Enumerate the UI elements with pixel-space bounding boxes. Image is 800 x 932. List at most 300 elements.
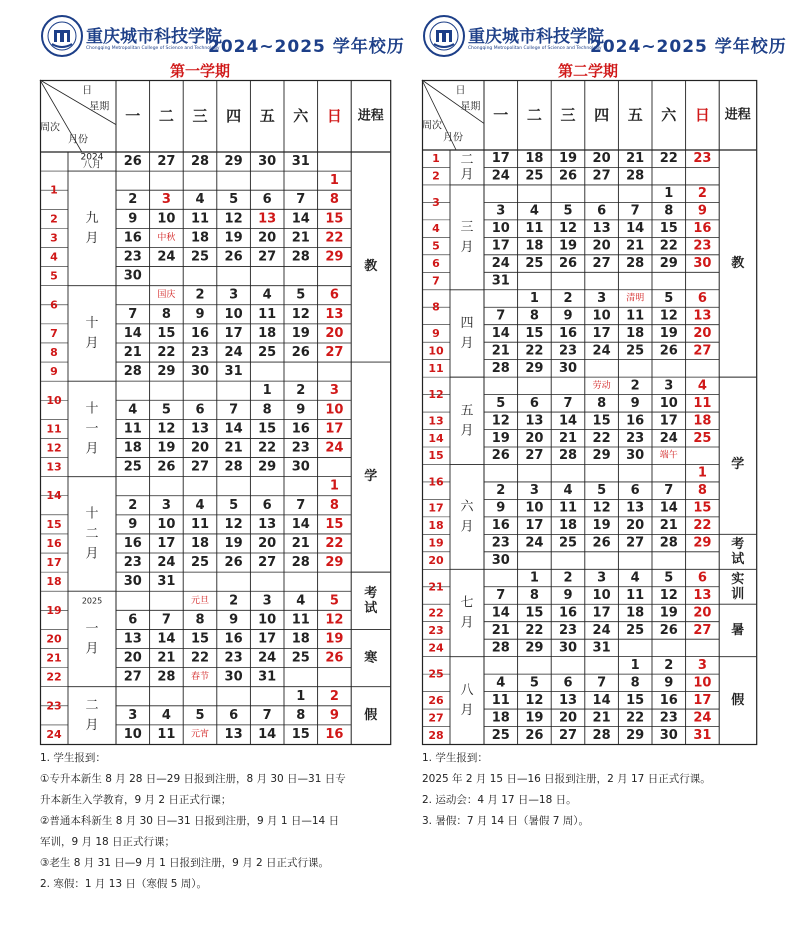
day-number: 12 [592,500,611,516]
week-number: 25 [428,667,444,681]
day-number: 24 [693,710,712,726]
day-number: 22 [592,430,611,446]
day-number: 11 [525,221,544,237]
progress-label: 假 [364,707,378,723]
day-number: 3 [496,203,506,219]
semester-panel-2 [422,0,787,932]
week-number: 28 [428,728,444,742]
day-number: 8 [262,402,272,418]
day-number: 7 [664,483,674,499]
month-label: 月 [460,335,474,351]
day-number: 21 [291,230,310,246]
weekday-header: 二 [158,107,174,125]
day-number: 11 [258,306,277,322]
day-number: 6 [697,291,707,306]
day-number: 26 [325,650,344,666]
day-number: 24 [258,650,277,666]
day-number: 30 [258,154,277,170]
day-number: 5 [229,192,239,208]
day-number: 27 [592,256,611,272]
day-number: 17 [224,325,243,341]
day-number: 27 [325,345,344,361]
day-number: 1 [262,383,272,399]
day-number: 16 [558,325,578,341]
day-number: 25 [558,535,578,551]
calendar-title: 2024~2025 学年校历 [208,37,405,57]
progress-label: 试 [364,600,378,616]
day-number: 22 [659,151,678,167]
day-number: 2 [563,291,573,306]
day-number: 13 [123,631,142,647]
day-number: 13 [190,421,210,437]
day-number: 18 [258,325,277,341]
day-number: 3 [329,383,339,399]
day-number: 19 [558,151,578,167]
day-number: 25 [123,459,142,475]
week-number: 14 [46,489,62,503]
day-number: 29 [325,555,344,571]
day-number: 5 [597,483,607,499]
day-number: 5 [161,402,171,418]
day-number: 13 [626,500,645,516]
week-number: 20 [428,554,444,568]
day-number: 26 [157,459,176,475]
day-number: 26 [491,448,510,464]
week-number: 26 [428,693,444,707]
day-number: 10 [693,675,712,691]
day-number: 15 [525,605,544,621]
day-number: 30 [491,553,510,569]
day-number: 19 [224,535,243,551]
day-number: 11 [123,421,142,437]
day-number: 13 [325,306,344,322]
day-number: 7 [496,308,506,324]
day-number: 9 [697,203,707,219]
day-number: 17 [157,535,176,551]
day-number: 17 [693,692,712,708]
day-number: 27 [123,669,142,685]
day-number: 11 [157,726,176,742]
day-number: 16 [123,535,142,551]
month-label: 一 [85,621,99,637]
week-number: 27 [428,711,444,725]
week-number: 19 [428,536,444,550]
day-number: 18 [491,710,510,726]
header-corner-month: 月份 [443,132,463,144]
month-label: 2024 [80,152,104,163]
day-number: 2 [128,497,138,513]
day-number: 5 [195,707,205,723]
day-number: 22 [157,345,176,361]
day-number: 17 [325,421,344,437]
day-number: 28 [123,364,142,380]
holiday-label: 清明 [626,293,645,304]
week-number: 15 [46,517,62,531]
day-number: 26 [659,343,678,359]
day-number: 12 [491,413,510,429]
day-number: 10 [325,402,344,418]
week-number: 5 [432,239,440,253]
day-number: 9 [563,308,573,324]
day-number: 8 [161,306,171,322]
progress-label: 教 [731,256,745,272]
day-number: 26 [659,622,678,638]
day-number: 4 [496,675,506,691]
day-number: 29 [525,360,544,376]
day-number: 6 [529,395,539,411]
weekday-header: 四 [594,106,610,124]
day-number: 1 [296,688,306,704]
day-number: 18 [693,413,712,429]
day-number: 6 [229,707,239,723]
month-label: 月 [85,335,99,351]
month-label: 六 [460,499,474,515]
day-number: 14 [626,221,645,237]
day-number: 14 [258,726,277,742]
day-number: 2 [128,192,138,208]
week-number: 14 [428,431,444,445]
day-number: 4 [262,287,272,303]
month-label: 九 [85,210,99,226]
day-number: 23 [693,151,712,167]
week-number: 7 [50,326,58,340]
day-number: 12 [224,211,243,227]
day-number: 5 [664,291,674,306]
day-number: 14 [558,413,578,429]
week-number: 12 [428,388,444,402]
weekday-header: 日 [326,107,342,125]
day-number: 24 [325,440,344,456]
day-number: 29 [258,459,277,475]
day-number: 5 [296,287,306,303]
day-number: 16 [190,325,210,341]
note-line: 2. 寒假：1 月 13 日（寒假 5 周）。 [40,878,208,890]
day-number: 21 [558,430,578,446]
day-number: 21 [291,535,310,551]
day-number: 12 [157,421,176,437]
progress-header: 进程 [357,108,384,124]
day-number: 28 [558,448,578,464]
day-number: 27 [525,448,544,464]
week-number: 3 [432,195,440,209]
day-number: 25 [190,249,210,265]
day-number: 23 [291,440,310,456]
week-number: 18 [46,575,62,589]
week-number: 4 [432,222,440,236]
year-label: 2025 [81,596,103,606]
month-label: 三 [460,219,474,235]
week-number: 11 [46,422,62,436]
day-number: 23 [626,430,645,446]
progress-label: 假 [731,692,745,708]
day-number: 18 [626,605,645,621]
day-number: 1 [529,291,539,306]
day-number: 24 [491,168,510,184]
day-number: 20 [558,710,578,726]
day-number: 8 [697,483,707,499]
day-number: 24 [157,555,176,571]
day-number: 6 [697,570,707,586]
day-number: 20 [525,430,544,446]
day-number: 11 [626,588,645,603]
day-number: 20 [592,151,611,167]
week-number: 2 [432,169,440,183]
month-label: 一 [85,421,99,437]
day-number: 4 [563,483,573,499]
day-number: 18 [190,230,210,246]
week-number: 11 [428,361,444,375]
day-number: 24 [592,622,611,638]
holiday-label: 元旦 [190,595,210,606]
day-number: 25 [525,168,544,184]
month-label: 八月 [82,160,102,171]
month-label: 十 [85,315,99,331]
day-number: 30 [190,364,210,380]
month-label: 二 [460,152,474,168]
day-number: 28 [491,360,510,376]
day-number: 16 [693,221,712,237]
day-number: 4 [296,593,306,609]
day-number: 22 [693,518,712,534]
day-number: 30 [123,268,142,284]
day-number: 3 [262,593,272,609]
weekday-header: 三 [560,106,576,124]
day-number: 31 [693,727,712,743]
day-number: 7 [296,497,306,513]
day-number: 25 [258,345,277,361]
day-number: 21 [592,710,611,726]
day-number: 5 [229,497,239,513]
day-number: 26 [224,555,243,571]
day-number: 13 [592,221,611,237]
day-number: 3 [597,291,607,306]
week-number: 22 [46,670,62,684]
day-number: 3 [529,483,539,499]
day-number: 20 [123,650,142,666]
header-corner-weekday: 星期 [460,101,481,113]
day-number: 9 [563,588,573,603]
day-number: 27 [693,622,712,638]
day-number: 17 [659,413,678,429]
day-number: 11 [491,692,510,708]
note-line: 1. 学生报到： [422,752,488,764]
week-number: 24 [46,727,62,741]
day-number: 19 [659,605,678,621]
day-number: 1 [529,570,539,586]
month-label: 二 [85,697,99,713]
month-label: 月 [460,423,474,439]
note-line: ①专升本新生 8 月 28 日—29 日报到注册，8 月 30 日—31 日专 [40,773,346,785]
week-number: 10 [46,393,62,407]
day-number: 9 [496,500,506,516]
progress-label: 学 [364,469,378,485]
day-number: 28 [626,256,645,272]
day-number: 10 [659,395,678,411]
day-number: 28 [626,168,645,184]
week-number: 16 [428,475,444,489]
day-number: 17 [525,518,544,534]
month-label: 月 [460,167,474,183]
day-number: 9 [664,675,674,691]
day-number: 9 [128,211,138,227]
day-number: 18 [525,151,544,167]
day-number: 16 [491,518,510,534]
week-number: 13 [46,460,62,474]
school-name: 重庆城市科技学院 [468,27,604,47]
day-number: 24 [525,535,544,551]
day-number: 5 [329,593,339,609]
day-number: 16 [123,230,142,246]
day-number: 11 [558,500,578,516]
day-number: 14 [291,516,310,532]
day-number: 29 [626,727,645,743]
day-number: 11 [190,516,210,532]
day-number: 16 [659,692,678,708]
day-number: 12 [659,588,678,603]
day-number: 7 [161,612,171,628]
weekday-header: 一 [125,107,141,125]
school-logo-icon [422,14,466,58]
day-number: 11 [693,395,712,411]
day-number: 30 [123,574,142,590]
day-number: 23 [693,238,712,254]
day-number: 26 [224,249,243,265]
day-number: 19 [558,238,578,254]
day-number: 3 [229,287,239,303]
day-number: 14 [659,500,678,516]
day-number: 11 [190,211,210,227]
week-number: 9 [50,365,58,379]
day-number: 14 [491,605,510,621]
weekday-header: 六 [661,106,677,124]
header-corner-day: 日 [455,85,466,97]
day-number: 2 [229,593,239,609]
day-number: 25 [291,650,310,666]
day-number: 30 [558,640,578,656]
day-number: 8 [529,588,539,603]
day-number: 22 [258,440,277,456]
day-number: 27 [558,727,578,743]
day-number: 3 [697,657,707,673]
month-label: 月 [460,239,474,255]
day-number: 14 [224,421,243,437]
day-number: 22 [525,343,544,359]
day-number: 31 [258,669,277,685]
day-number: 23 [224,650,243,666]
month-label: 七 [460,595,474,611]
day-number: 21 [123,345,142,361]
day-number: 10 [592,308,611,324]
day-number: 15 [592,413,611,429]
day-number: 10 [525,500,544,516]
progress-label: 寒 [364,650,378,666]
week-number: 23 [428,623,444,637]
day-number: 23 [491,535,510,551]
day-number: 26 [525,727,544,743]
day-number: 9 [296,402,306,418]
day-number: 20 [592,238,611,254]
calendar-header [422,14,787,64]
header-corner-day: 日 [82,85,93,97]
note-line: ②普通本科新生 8 月 30 日—31 日报到注册，9 月 1 日—14 日 [40,815,340,827]
day-number: 16 [626,413,645,429]
day-number: 18 [291,631,310,647]
day-number: 18 [190,535,210,551]
day-number: 16 [325,726,344,742]
day-number: 1 [329,478,339,494]
weekday-header: 一 [493,106,509,124]
day-number: 15 [325,211,344,227]
day-number: 18 [558,518,578,534]
day-number: 15 [626,692,645,708]
day-number: 4 [161,707,171,723]
week-number: 1 [432,152,440,166]
month-label: 月 [85,546,99,562]
day-number: 26 [558,168,578,184]
day-number: 8 [296,707,306,723]
day-number: 23 [659,710,678,726]
school-name: 重庆城市科技学院 [86,27,222,47]
day-number: 7 [128,306,138,322]
day-number: 15 [291,726,310,742]
day-number: 19 [659,325,678,341]
day-number: 28 [157,669,176,685]
holiday-label: 端午 [659,450,678,461]
day-number: 19 [592,518,611,534]
day-number: 30 [558,360,578,376]
day-number: 8 [329,497,339,513]
day-number: 8 [630,675,640,691]
header-corner-month: 月份 [68,134,88,146]
day-number: 15 [525,325,544,341]
day-number: 20 [258,535,277,551]
day-number: 29 [224,154,243,170]
day-number: 2 [195,287,205,303]
day-number: 29 [325,249,344,265]
day-number: 6 [195,402,205,418]
day-number: 28 [291,555,310,571]
day-number: 10 [258,612,277,628]
note-line: 2025 年 2 月 15 日—16 日报到注册，2 月 17 日正式行课。 [422,773,711,785]
semester-notes [422,748,711,832]
day-number: 30 [626,448,645,464]
day-number: 10 [123,726,142,742]
day-number: 3 [597,570,607,586]
progress-label: 考 [731,536,745,552]
month-label: 月 [85,717,99,733]
day-number: 8 [529,308,539,324]
day-number: 8 [195,612,205,628]
day-number: 23 [123,249,142,265]
day-number: 6 [329,287,339,303]
week-number: 17 [46,556,62,570]
day-number: 15 [659,221,678,237]
weekday-header: 五 [627,106,643,124]
day-number: 7 [597,675,607,691]
day-number: 23 [190,345,210,361]
day-number: 14 [592,692,611,708]
day-number: 24 [157,249,176,265]
day-number: 13 [525,413,544,429]
day-number: 26 [592,535,611,551]
day-number: 14 [491,325,510,341]
day-number: 1 [329,173,339,189]
note-line: 1. 学生报到： [40,752,106,764]
day-number: 9 [630,395,640,411]
day-number: 19 [224,230,243,246]
progress-label: 学 [731,456,745,472]
day-number: 31 [592,640,611,656]
